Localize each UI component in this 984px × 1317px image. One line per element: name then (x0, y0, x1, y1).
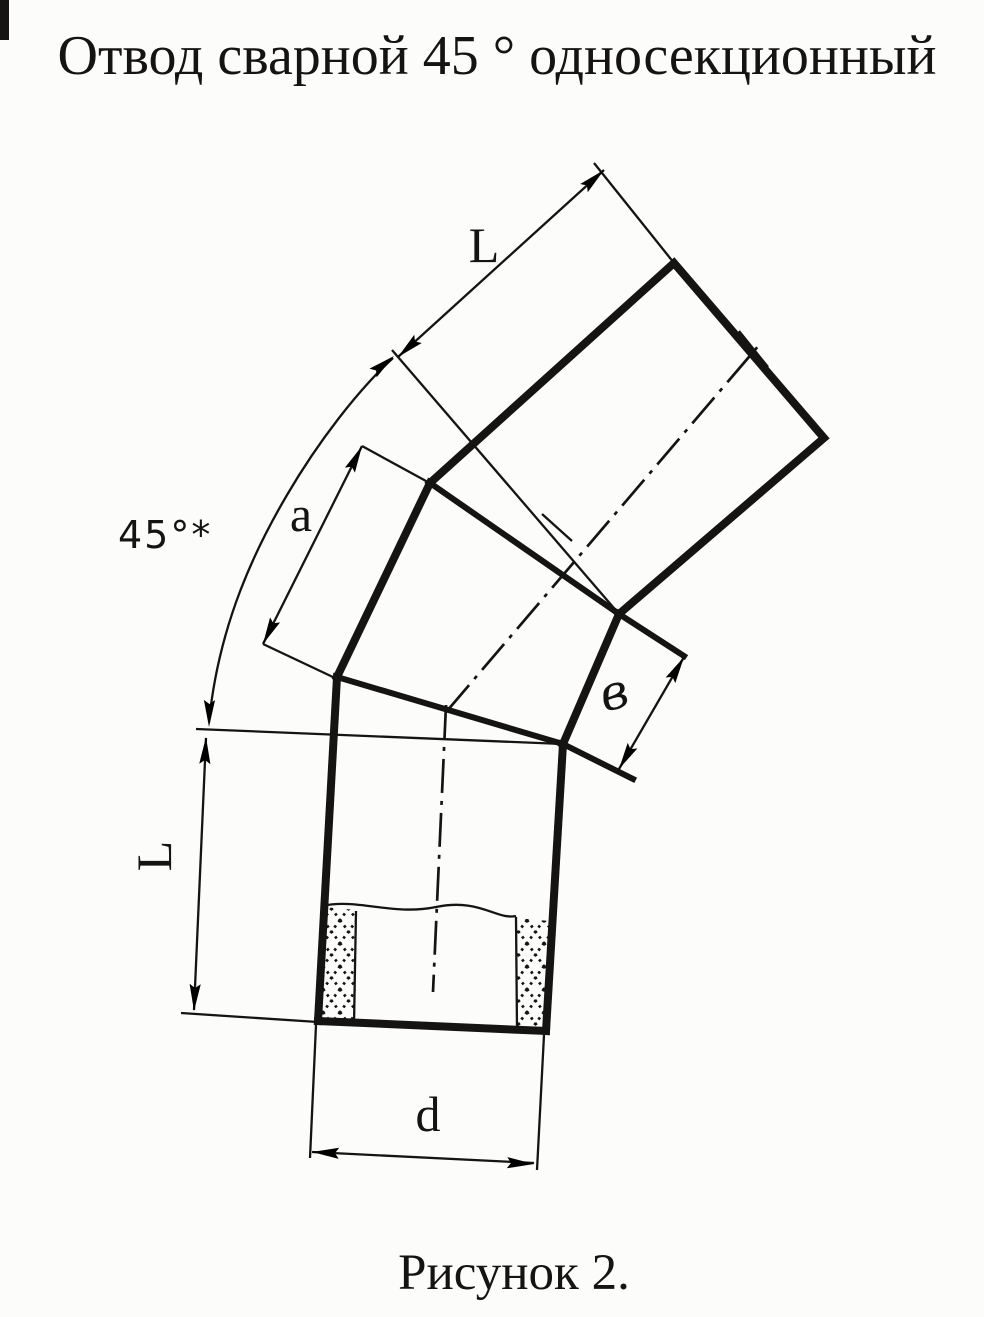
dimension-lower-length (181, 729, 563, 1022)
pipe-wall-hatch-left (318, 907, 357, 1024)
scan-edge-mark (0, 0, 9, 40)
centerline-tick-weld-seam (542, 514, 572, 541)
middle-wedge-section (337, 483, 684, 779)
upper-pipe-section (430, 263, 824, 614)
label-wedge-end-width: в (593, 662, 635, 724)
pipe-wall-hatch-right (516, 917, 550, 1031)
label-wedge-outer: a (289, 486, 313, 542)
label-bend-angle: 45°* (118, 513, 213, 557)
dimension-wedge-outer (258, 443, 437, 678)
label-lower-length: L (126, 840, 182, 872)
centerline-lower (433, 705, 446, 992)
label-pipe-diameter: d (415, 1086, 441, 1142)
label-upper-length: L (468, 217, 500, 273)
drawing-title: Отвод сварной 45 ° односекционный (57, 25, 937, 87)
figure-caption: Рисунок 2. (398, 1245, 630, 1301)
